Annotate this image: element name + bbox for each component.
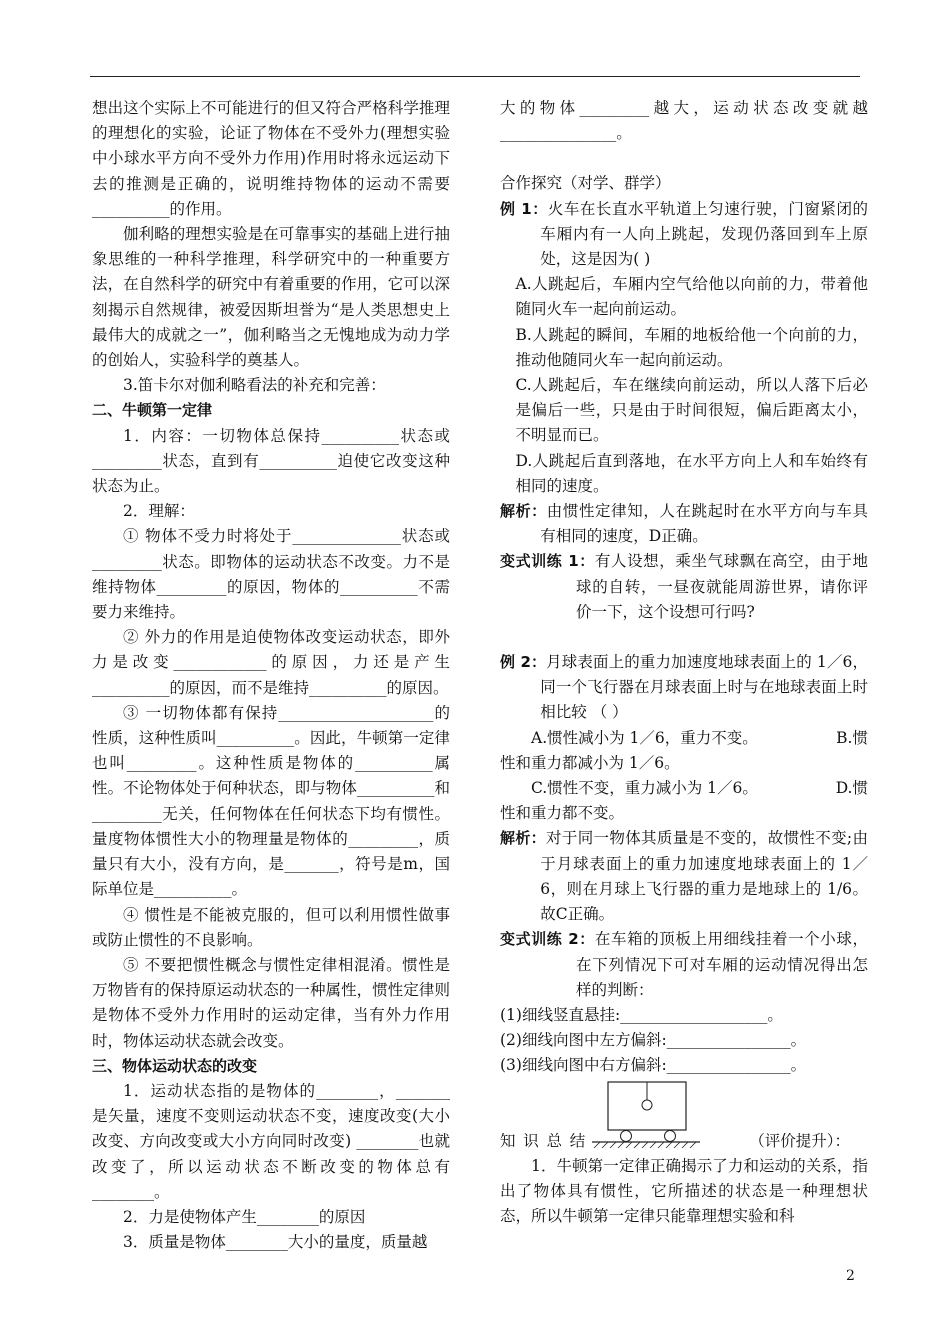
analysis-label: 解析：	[500, 502, 547, 521]
left-column	[92, 96, 450, 1255]
right-column	[500, 96, 868, 1229]
section-heading: 三、物体运动状态的改变	[92, 1056, 258, 1075]
paragraph: ① 物体不受力时将处于______________状态或_________状态。即物体的运动状态不改变。力不是维持物体_________的原因，物体的__________不需要力来维持。	[92, 527, 450, 622]
option-a: A.惯性减小为 1／6，重力不变。	[531, 728, 758, 747]
paragraph: 1．牛顿第一定律正确揭示了力和运动的关系，指出了物体具有惯性，它所描述的状态是一种理想状态，所以牛顿第一定律只能靠理想实验和科	[500, 1156, 868, 1226]
option-b-cont: 性和重力都减小为 1／6。	[500, 753, 680, 772]
options-row	[500, 726, 868, 751]
option-d: D.惯	[835, 779, 868, 798]
analysis-2: 解析：对于同一物体其质量是不变的，故惯性不变;由于月球表面上的重力加速度地球表面上的 1／6，则在月球上飞行器的重力是地球上的 1/6。故C正确。	[500, 829, 868, 924]
paragraph: ⑤ 不要把惯性概念与惯性定律相混淆。惯性是万物皆有的保持原运动状态的一种属性，惯性定律则是物体不受外力作用时的运动定律，当有外力作用时，物体运动状态就会改变。	[92, 955, 450, 1050]
section-heading: 二、牛顿第一定律	[92, 401, 213, 420]
paragraph: 伽利略的理想实验是在可靠事实的基础上进行抽象思维的一种科学推理，科学研究中的一种重要方法，在自然科学的研究中有着重要的作用，它可以深刻揭示自然规律，被爱因斯坦誉为“是人类思想史上最伟大的成就之一”，伽利略当之无愧地成为动力学的创始人，实验科学的奠基人。	[92, 225, 450, 370]
options-row	[500, 776, 868, 801]
wheel	[621, 1131, 632, 1142]
paragraph: 3.笛卡尔对伽利略看法的补充和完善：	[123, 376, 386, 395]
paragraph: 3．质量是物体________大小的量度，质量越	[123, 1233, 428, 1252]
example-label: 例 1：	[500, 199, 548, 218]
option-b: B.人跳起的瞬间，车厢的地板给他一个向前的力，推动他随同火车一起向前运动。	[515, 325, 868, 369]
paragraph: 2．力是使物体产生________的原因	[123, 1207, 366, 1226]
option-d: D.人跳起后直到落地，在水平方向上人和车始终有相同的速度。	[515, 451, 868, 495]
paragraph: 1．运动状态指的是物体的________，_______是矢量，速度不变则运动状态不变，速度改变(大小改变、方向改变或大小方向同时改变) ________也就改变了，所以运动状态不断改变的物体总有________。	[92, 1081, 450, 1201]
variant-1: 变式训练 1：有人设想，乘坐气球飘在高空，由于地球的自转，一昼夜就能周游世界，请你评价一下，这个设想可行吗?	[500, 552, 868, 621]
option-c: C.惯性不变，重力减小为 1／6。	[531, 779, 758, 798]
option-d-cont: 性和重力都不变。	[500, 804, 625, 823]
example-label: 例 2：	[500, 653, 547, 672]
section-heading: 合作探究（对学、群学）	[500, 174, 671, 193]
hanging-ball	[642, 1100, 652, 1110]
track-hatching	[594, 1142, 696, 1148]
paragraph: 2．理解：	[123, 502, 195, 521]
option-b: B.惯	[836, 728, 868, 747]
summary-heading: 知识总结 （评价提升）：	[500, 1131, 850, 1150]
paragraph: 大的物体_________越大，运动状态改变就越_______________。	[500, 99, 868, 143]
analysis-1: 解析：由惯性定律知，人在跳起时在水平方向与车具有相同的速度，D正确。	[500, 502, 868, 546]
variant-label: 变式训练 1：	[500, 552, 595, 571]
paragraph: 1．内容：一切物体总保持__________状态或_________状态，直到有__________迫使它改变这种状态为止。	[92, 426, 450, 496]
paragraph: 想出这个实际上不可能进行的但又符合严格科学推理的理想化的实验，论证了物体在不受外力(理想实验中小球水平方向不受外力作用)作用时将永远运动下去的推测是正确的，说明维持物体的运动不需要__________的作用。	[92, 99, 450, 218]
example-1-question: 例 1：火车在长直水平轨道上匀速行驶，门窗紧闭的车厢内有一人向上跳起，发现仍落回到车上原处，这是因为( )	[500, 199, 868, 269]
header-rule	[90, 76, 860, 77]
blank-question-1: (1)细线竖直悬挂:___________________。	[500, 1005, 783, 1024]
paragraph: ④ 惯性是不能被克服的，但可以利用惯性做事或防止惯性的不良影响。	[92, 905, 450, 949]
variant-label: 变式训练 2：	[500, 930, 595, 949]
analysis-label: 解析：	[500, 829, 547, 848]
option-c: C.人跳起后，车在继续向前运动，所以人落下后必是偏后一些，只是由于时间很短，偏后距离太小，不明显而已。	[515, 376, 868, 445]
carriage-figure	[590, 1072, 702, 1150]
variant-2: 变式训练 2：在车箱的顶板上用细线挂着一个小球，在下列情况下可对车厢的运动情况得出怎样的判断：	[500, 930, 868, 999]
blank-question-2: (2)细线向图中左方偏斜:________________。	[500, 1031, 807, 1050]
paragraph: ③ 一切物体都有保持____________________的性质，这种性质叫__________。因此，牛顿第一定律也叫_________。这种性质是物体的__________属性。不论物体处于何种状态，即与物体__________和_________无关，任何物体在任何状态下均有惯性。量度物体惯性大小的物理量是物体的_________，质量只有大小，没有方向，是_______，符号是m，国际单位是__________。	[92, 703, 450, 899]
example-2-question: 例 2：月球表面上的重力加速度地球表面上的 1／6，同一个飞行器在月球表面上时与在地球表面上时相比较 （ ）	[500, 653, 868, 722]
option-a: A.人跳起后，车厢内空气给他以向前的力，带着他随同火车一起向前运动。	[515, 275, 868, 319]
paragraph: ② 外力的作用是迫使物体改变运动状态，即外力是改变____________的原因，力还是产生__________的原因，而不是维持__________的原因。	[92, 628, 450, 697]
wheel	[665, 1131, 676, 1142]
blank-question-3: (3)细线向图中右方偏斜:________________。	[500, 1056, 807, 1075]
page-number: 2	[846, 1268, 855, 1284]
